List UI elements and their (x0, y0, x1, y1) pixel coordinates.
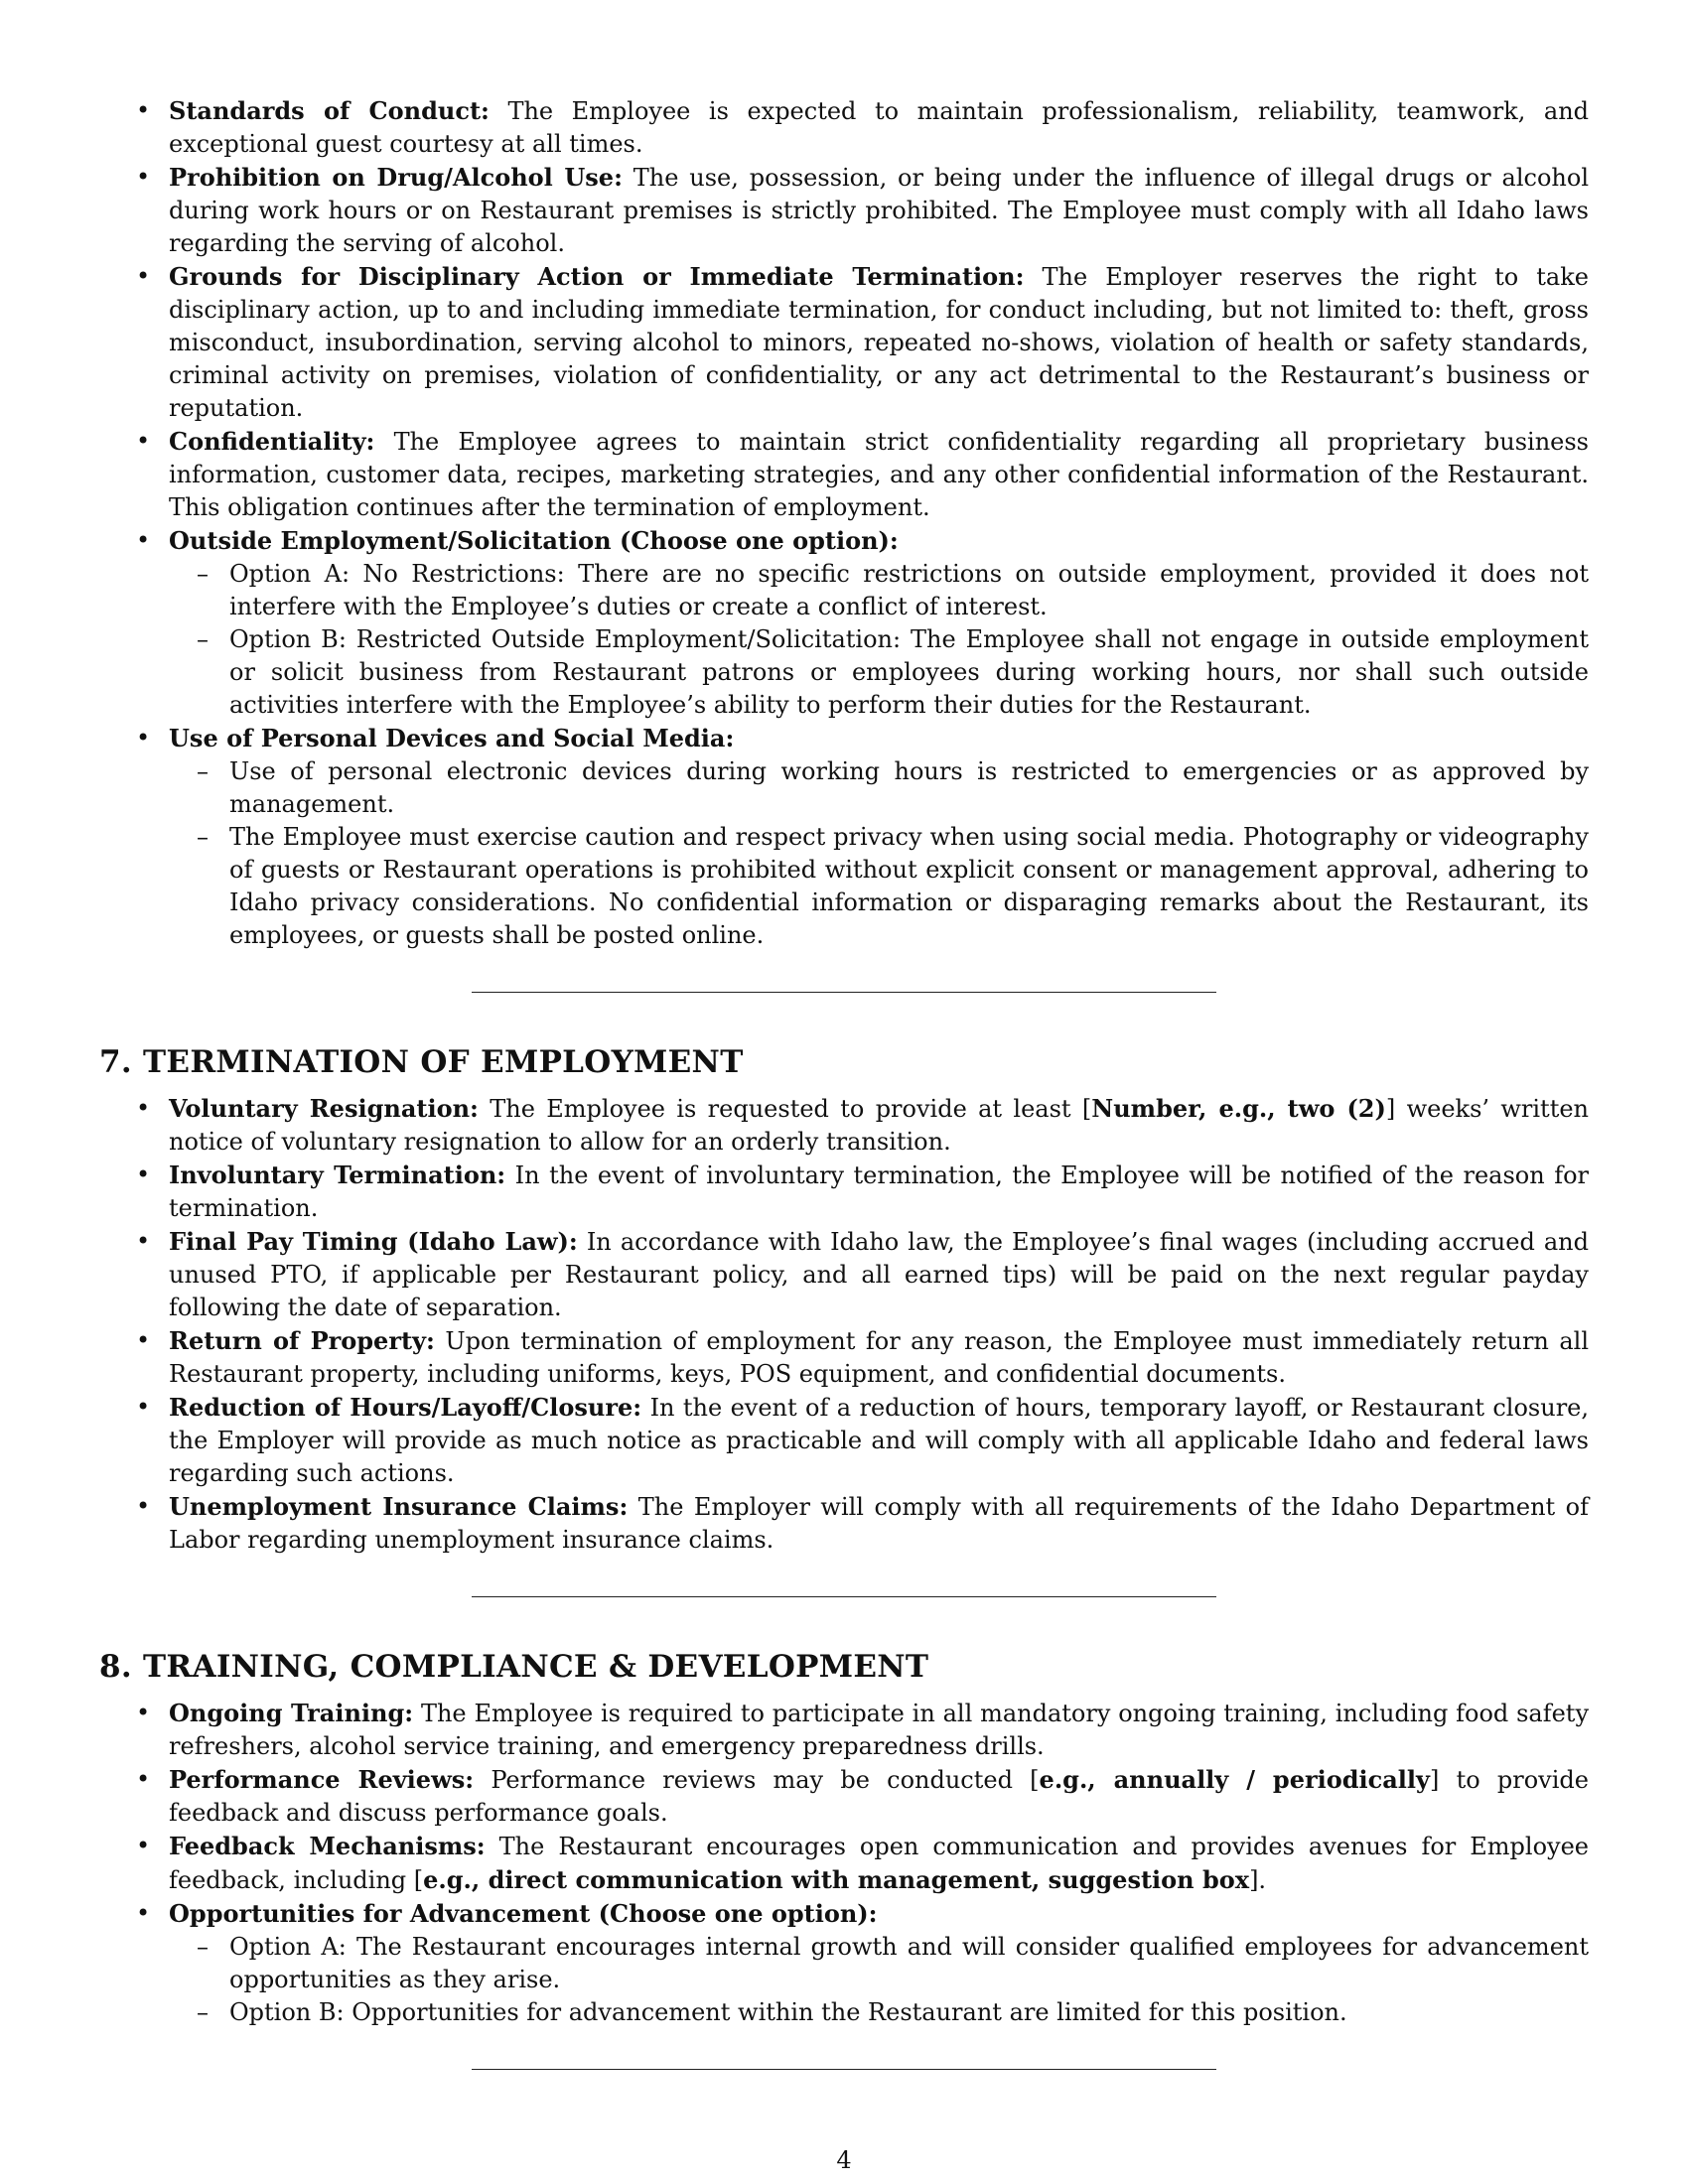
item-label: Return of Property: (169, 1326, 435, 1355)
placeholder-text: e.g., direct communication with management, suggestion box (423, 1865, 1250, 1894)
item-text: The Restaurant encourages open communication and provides avenues for Employee feedback, including [ (169, 1833, 1589, 1894)
sub-list-item: – Option B: Restricted Outside Employment/Solicitation: The Employee shall not engage in outside employment or solicit business from Restaurant patrons or employees during working hours, nor shall such outside activities interfere with the Employee’s ability to perform their duties for the Restaurant. (169, 623, 1589, 722)
sub-list (169, 558, 1589, 722)
list-item (99, 1697, 1589, 1763)
item-text: ] weeks’ written notice of voluntary resignation to allow for an orderly transition. (169, 1095, 1590, 1156)
list-item (99, 1159, 1589, 1225)
item-label: Reduction of Hours/Layoff/Closure: (169, 1393, 642, 1422)
item-label: Ongoing Training: (169, 1699, 414, 1727)
page-number: 4 (836, 2146, 852, 2174)
section-heading: 7. TERMINATION OF EMPLOYMENT (99, 1044, 744, 1080)
item-text: In accordance with Idaho law, the Employee’s final wages (including accrued and unused PTO, if applicable per Restaurant policy, and all earned tips) will be paid on the next regular payday following the date of separation. (169, 1228, 1590, 1321)
item-label: Standards of Conduct: (169, 96, 490, 125)
item-label: Final Pay Timing (Idaho Law): (169, 1227, 578, 1256)
document-page (99, 94, 1589, 2070)
list-item (99, 1324, 1589, 1391)
list-item (99, 1830, 1589, 1897)
section-heading: 8. TRAINING, COMPLIANCE & DEVELOPMENT (99, 1649, 929, 1685)
placeholder-text: e.g., annually / periodically (1039, 1765, 1430, 1794)
item-label: Feedback Mechanisms: (169, 1832, 486, 1860)
item-text: Upon termination of employment for any reason, the Employee must immediately return all Restaurant property, including uniforms, keys, POS equipment, and confidential documents. (169, 1327, 1590, 1388)
section-divider (472, 2069, 1216, 2070)
list-item (99, 94, 1589, 161)
list-item (99, 1490, 1589, 1557)
list-item (99, 161, 1589, 260)
list-item (99, 1897, 1589, 2029)
section-divider (472, 992, 1216, 993)
item-label: Involuntary Termination: (169, 1160, 506, 1189)
training-list (99, 1697, 1589, 2029)
sub-list-item: – The Employee must exercise caution and respect privacy when using social media. Photography or videography of guests or Restaurant operations is prohibited without explicit consent or management approval, adhering to Idaho privacy considerations. No confidential information or disparaging remarks about the Restaurant, its employees, or guests shall be posted online. (169, 821, 1589, 952)
item-text: ] to provide feedback and discuss performance goals. (169, 1766, 1589, 1827)
list-item (99, 260, 1589, 425)
item-label: Grounds for Disciplinary Action or Immediate Termination: (169, 262, 1025, 291)
item-text: The Employee is requested to provide at least [ (490, 1095, 1092, 1123)
sub-list (169, 1931, 1589, 2029)
sub-list-item: – Option A: The Restaurant encourages internal growth and will consider qualified employees for advancement opportunities as they arise. (169, 1931, 1589, 1996)
termination-list (99, 1092, 1589, 1557)
item-label: Confidentiality: (169, 427, 375, 456)
sub-list-item: – Use of personal electronic devices during working hours is restricted to emergencies or as approved by management. (169, 755, 1589, 821)
item-text: In the event of involuntary termination, the Employee will be notified of the reason for termination. (169, 1161, 1589, 1222)
item-label: Voluntary Resignation: (169, 1094, 479, 1123)
item-text: The use, possession, or being under the influence of illegal drugs or alcohol during work hours or on Restaurant premises is strictly prohibited. The Employee must comply with all Idaho laws regarding the serving of alcohol. (169, 164, 1589, 257)
item-text: ]. (1249, 1866, 1267, 1894)
list-item (99, 524, 1589, 722)
section-termination (99, 1044, 1589, 1557)
sub-list (169, 755, 1589, 952)
item-text: In the event of a reduction of hours, temporary layoff, or Restaurant closure, the Employer will provide as much notice as practicable and will comply with all applicable Idaho and federal laws regarding such actions. (169, 1394, 1589, 1487)
item-label: Prohibition on Drug/Alcohol Use: (169, 163, 623, 192)
item-text: The Employee agrees to maintain strict confidentiality regarding all proprietary business information, customer data, recipes, marketing strategies, and any other confidential information of the Restaurant. This obligation continues after the termination of employment. (169, 428, 1589, 521)
item-label: Opportunities for Advancement (Choose one option): (169, 1899, 878, 1928)
list-item (99, 1092, 1589, 1159)
section-training (99, 1649, 1589, 2029)
placeholder-text: Number, e.g., two (2) (1091, 1094, 1386, 1123)
item-text: The Employee is required to participate in all mandatory ongoing training, including food safety refreshers, alcohol service training, and emergency preparedness drills. (169, 1700, 1589, 1760)
item-label: Outside Employment/Solicitation (Choose one option): (169, 526, 899, 555)
list-item (99, 722, 1589, 952)
sub-list-item: – Option B: Opportunities for advancement within the Restaurant are limited for this position. (169, 1996, 1589, 2029)
item-text: The Employee is expected to maintain professionalism, reliability, teamwork, and exceptional guest courtesy at all times. (169, 97, 1590, 158)
list-item (99, 1225, 1589, 1324)
sub-list-item: – Option A: No Restrictions: There are no specific restrictions on outside employment, provided it does not interfere with the Employee’s duties or create a conflict of interest. (169, 558, 1589, 623)
item-text: The Employer reserves the right to take disciplinary action, up to and including immediate termination, for conduct including, but not limited to: theft, gross misconduct, insubordination, serving alcohol to minors, repeated no-shows, violation of health or safety standards, criminal activity on premises, violation of confidentiality, or any act detrimental to the Restaurant’s business or reputation. (169, 263, 1589, 422)
list-item (99, 425, 1589, 524)
item-label: Unemployment Insurance Claims: (169, 1492, 629, 1521)
list-item (99, 1763, 1589, 1830)
item-text: Performance reviews may be conducted [ (491, 1766, 1040, 1794)
item-text: The Employer will comply with all requirements of the Idaho Department of Labor regarding unemployment insurance claims. (169, 1493, 1589, 1554)
item-label: Use of Personal Devices and Social Media: (169, 724, 735, 752)
conduct-list (99, 94, 1589, 952)
section-divider (472, 1596, 1216, 1597)
list-item (99, 1391, 1589, 1490)
item-label: Performance Reviews: (169, 1765, 475, 1794)
